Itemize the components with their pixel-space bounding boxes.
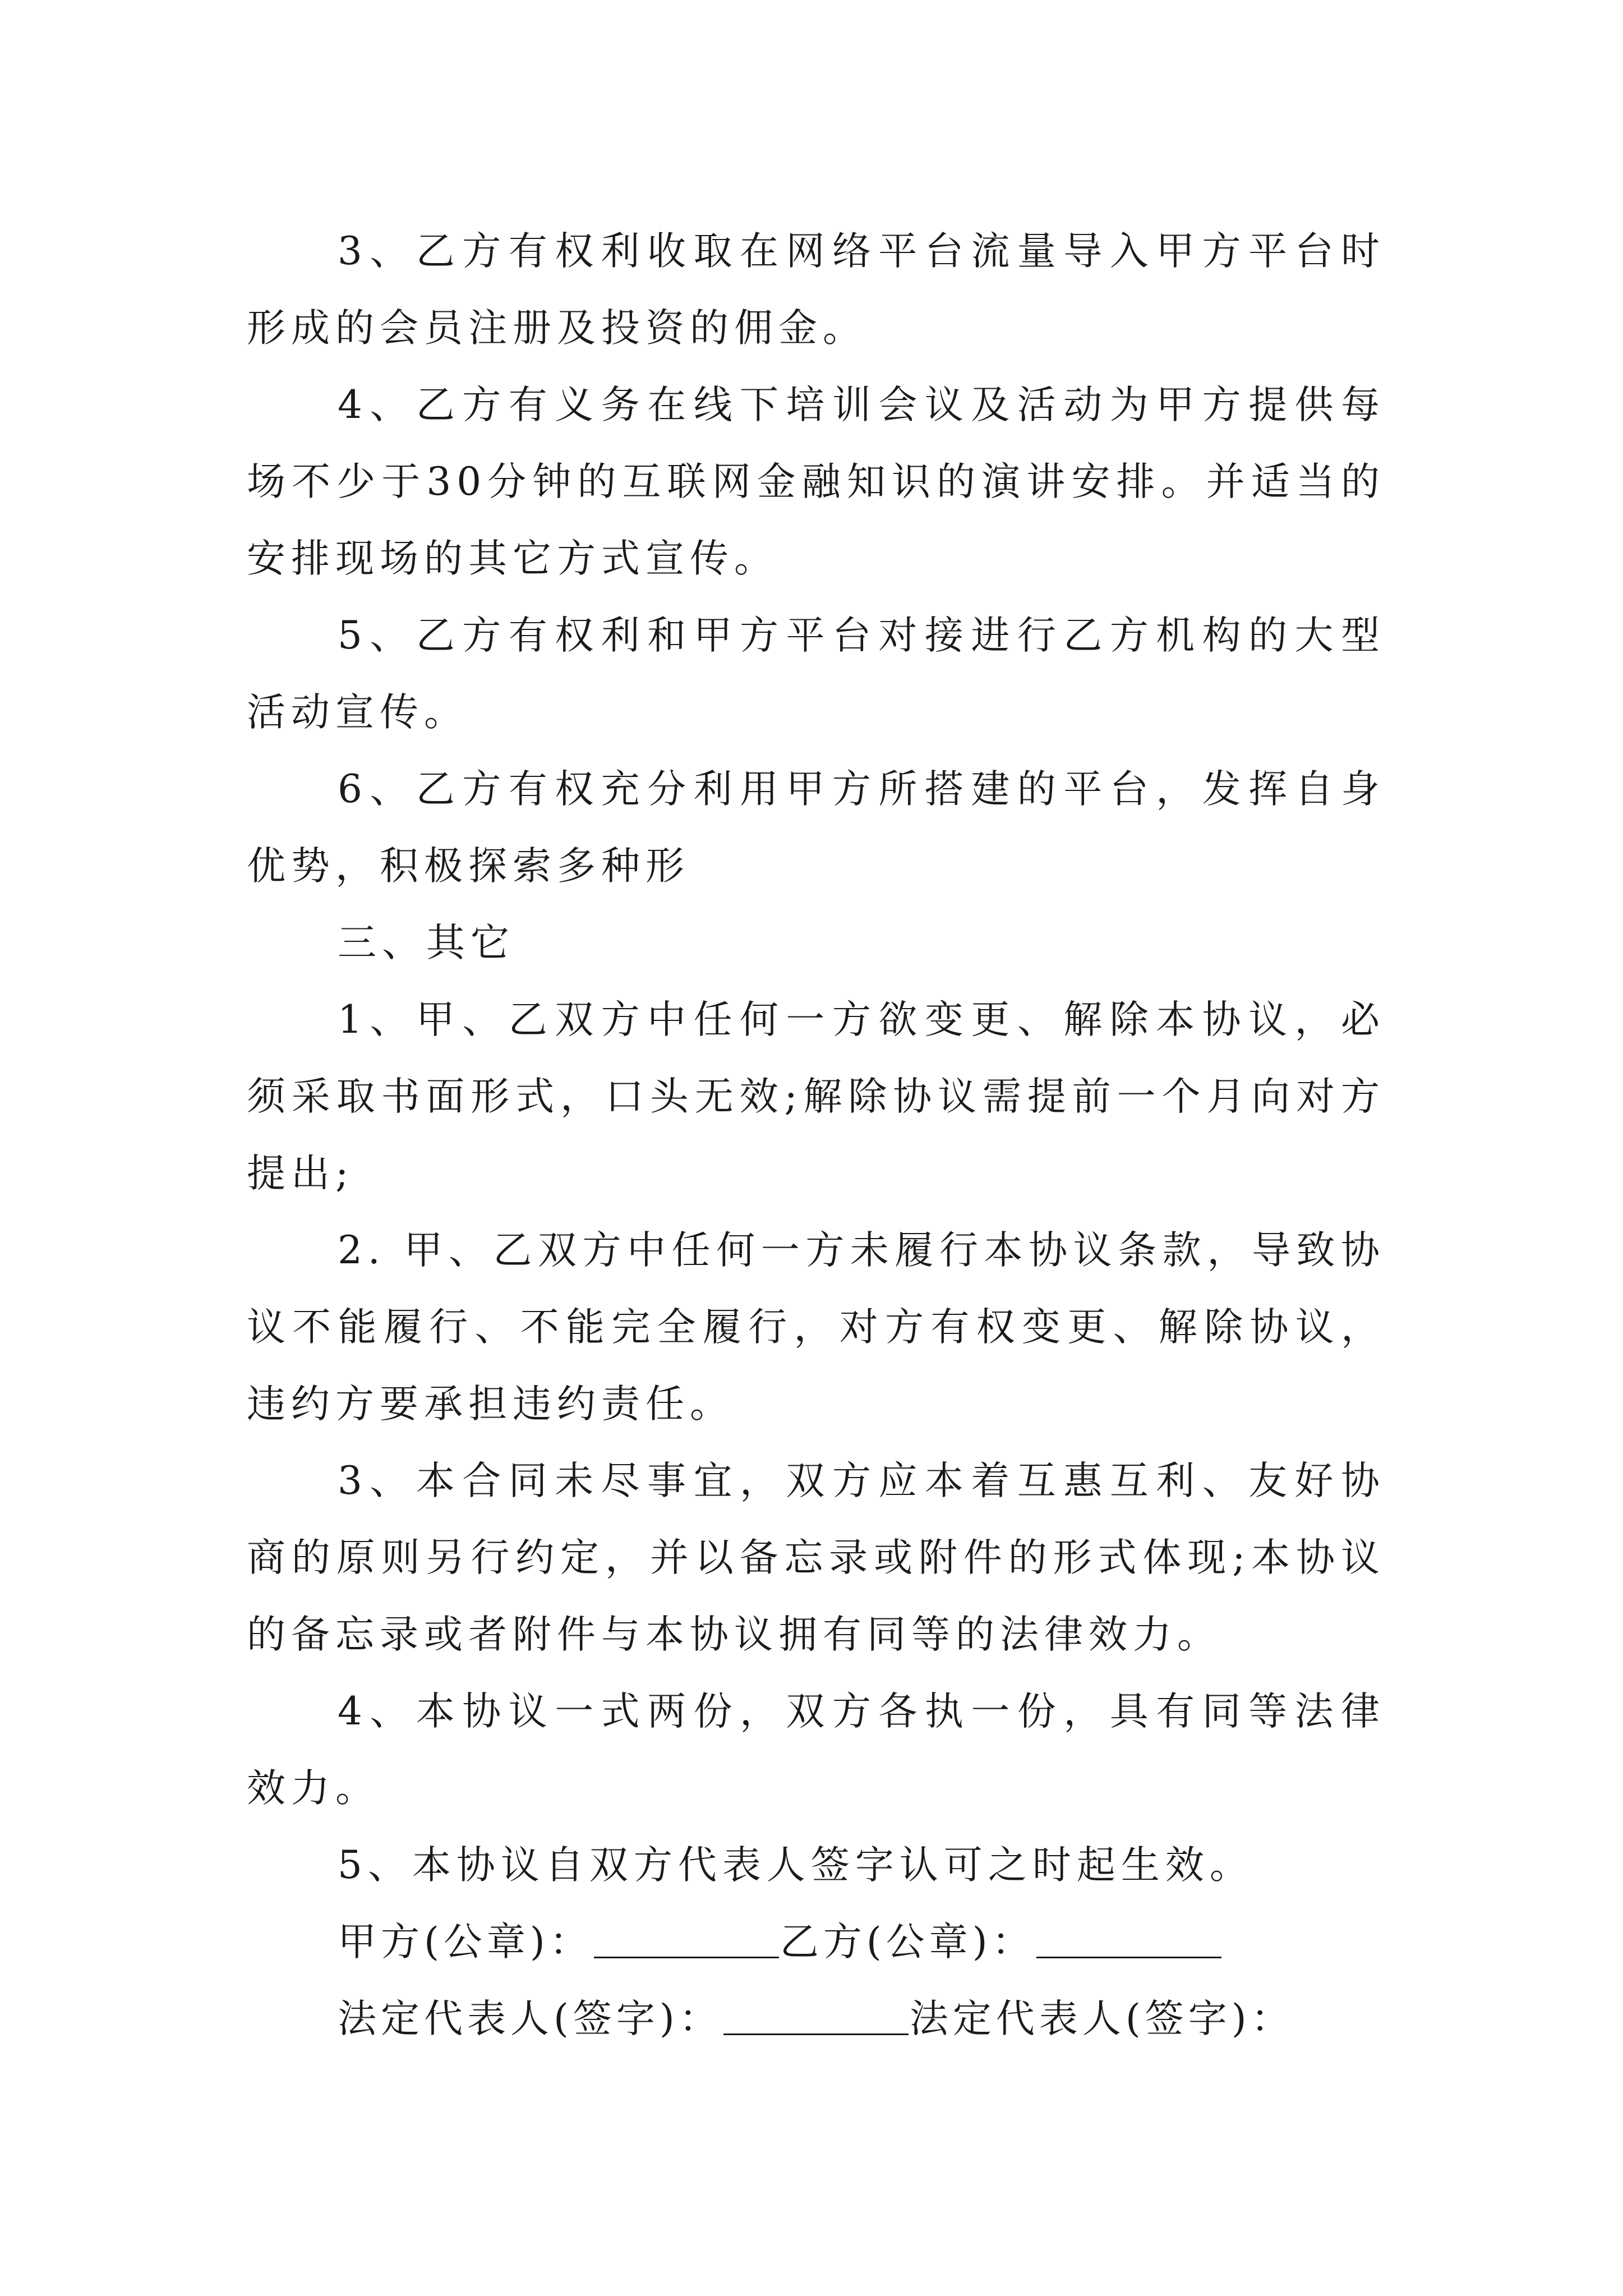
paragraph-obligation-lecture: 4、乙方有义务在线下培训会议及活动为甲方提供每场不少于30分钟的互联网金融知识的演讲安排。并适当的安排现场的其它方式宣传。 — [247, 383, 1385, 581]
document-body — [247, 213, 1385, 2058]
paragraph-rights-platform: 6、乙方有权充分利用甲方所搭建的平台，发挥自身优势，积极探索多种形 — [247, 767, 1385, 889]
paragraph-other-3: 3、本合同未尽事宜，双方应本着互惠互利、友好协商的原则另行约定，并以备忘录或附件的形式体现;本协议的备忘录或者附件与本协议拥有同等的法律效力。 — [247, 1458, 1385, 1657]
party-a-rep-blank — [723, 2031, 909, 2035]
paragraph-rights-promotion: 5、乙方有权利和甲方平台对接进行乙方机构的大型活动宣传。 — [247, 613, 1385, 735]
paragraph-other-2: 2. 甲、乙双方中任何一方未履行本协议条款，导致协议不能履行、不能完全履行，对方有权变更、解除协议，违约方要承担违约责任。 — [247, 1228, 1385, 1427]
party-b-seal-blank — [1036, 1954, 1221, 1958]
party-a-rep-label: 法定代表人(签字)： — [338, 1996, 722, 2041]
paragraph-other-4: 4、本协议一式两份，双方各执一份，具有同等法律效力。 — [247, 1689, 1385, 1811]
party-b-rep-label: 法定代表人(签字)： — [909, 1996, 1294, 2041]
paragraph-other-1: 1、甲、乙双方中任何一方欲变更、解除本协议，必须采取书面形式，口头无效;解除协议需提前一个月向对方提出; — [247, 997, 1385, 1196]
party-b-seal-label: 乙方(公章)： — [780, 1920, 1035, 1964]
section-heading-other: 三、其它 — [338, 921, 515, 965]
paragraph-other-5: 5、本协议自双方代表人签字认可之时起生效。 — [338, 1843, 1254, 1888]
paragraph-rights-commission: 3、乙方有权利收取在网络平台流量导入甲方平台时形成的会员注册及投资的佣金。 — [247, 229, 1385, 351]
party-a-seal-label: 甲方(公章)： — [338, 1920, 593, 1964]
party-a-seal-blank — [594, 1954, 779, 1958]
signature-line-seal — [247, 1904, 1385, 1981]
signature-line-representative — [247, 1981, 1385, 2058]
